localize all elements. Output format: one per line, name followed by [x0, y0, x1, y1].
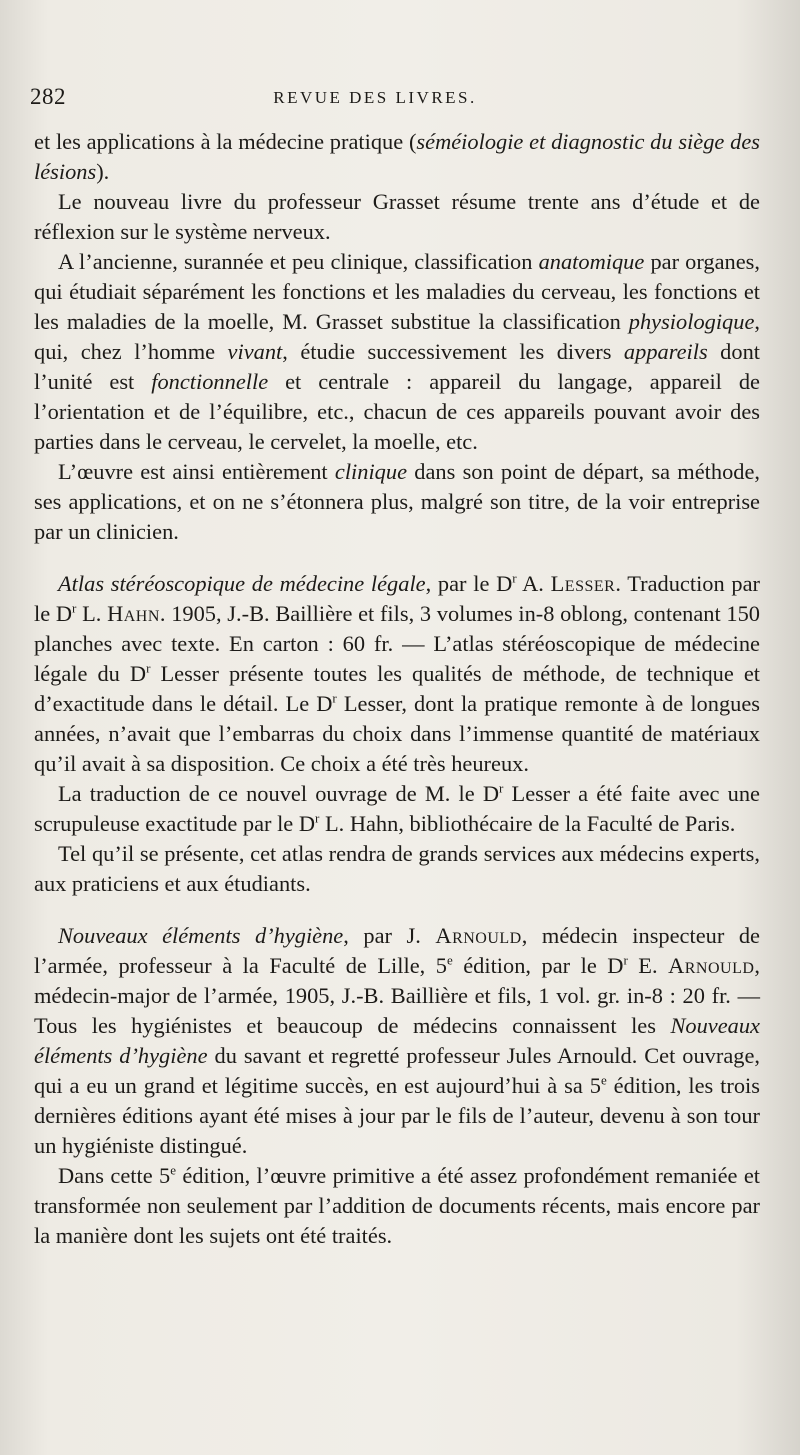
text-run: . 1905, J.-B. Baillière et fils, 3 volumes in-8 oblong, contenant 150 planches avec texte. En carton : 60 fr. — L’atlas stéréoscopique de médecine légale du D [34, 601, 760, 686]
text-run: L. [76, 601, 108, 626]
text-run: et centrale : appareil du langage, appareil de l’orientation et de l’équilibre, etc., chacun de ces appareils pouvant avoir des parties dans le cerveau, le cervelet, la moelle, etc. [34, 369, 760, 454]
text-run: r [72, 600, 77, 616]
text-run: A. [516, 571, 551, 596]
text-run: Hahn [107, 601, 160, 626]
paragraph-continuation [34, 127, 760, 187]
text-run: dont l’unité est [34, 339, 760, 394]
text-run: r [332, 690, 337, 706]
text-run: clinique [334, 459, 408, 484]
text-run: La traduction de ce nouvel ouvrage de M. le D [58, 781, 500, 806]
text-run: anatomique [538, 249, 645, 274]
text-run: A l’ancienne, surannée et peu clinique, classification [58, 249, 539, 274]
paragraph-grasset-intro [34, 187, 760, 247]
text-run: , médecin-major de l’armée, 1905, J.-B. Baillière et fils, 1 vol. gr. in-8 : 20 fr. — Tous les hygiénistes et beaucoup de médecins connaissent les [34, 953, 761, 1038]
text-run: e [600, 1072, 607, 1088]
paragraph-atlas-services [34, 839, 760, 899]
text-run: Tel qu’il se présente, cet atlas rendra de grands services aux médecins experts, aux praticiens et aux étudiants. [34, 841, 760, 896]
text-run: Arnould [668, 953, 755, 978]
text-run: , qui, chez l’homme [34, 309, 760, 364]
text-run: Arnould [435, 923, 522, 948]
text-run: r [146, 660, 151, 676]
text-run: , par le D [425, 571, 513, 596]
text-run: L. Hahn, bibliothécaire de la Faculté de Paris. [319, 811, 736, 836]
text-run: ). [96, 159, 110, 184]
text-run: vivant [227, 339, 283, 364]
text-run: Atlas stéréoscopique de médecine légale [58, 571, 426, 596]
text-run: r [499, 780, 504, 796]
text-run: . Traduction par le D [34, 571, 760, 626]
text-run: e [446, 952, 453, 968]
text-run: Lesser [550, 571, 616, 596]
page-body [34, 127, 760, 1251]
text-run: Nouveaux éléments d’hygiène [58, 923, 344, 948]
text-run: r [623, 952, 628, 968]
paragraph-atlas-translation [34, 779, 760, 839]
text-run: Lesser présente toutes les qualités de méthode, de technique et d’exactitude dans le détail. Le D [34, 661, 760, 716]
text-run: L’œuvre est ainsi entièrement [58, 459, 335, 484]
text-run: Le nouveau livre du professeur Grasset résume trente ans d’étude et de réflexion sur le système nerveux. [34, 189, 760, 244]
text-run: r [512, 570, 517, 586]
text-run: , par J. [343, 923, 436, 948]
text-run: Nouveaux éléments d’hygiène [34, 1013, 760, 1068]
paragraph-grasset-classification [34, 247, 760, 457]
text-run: et les applications à la médecine pratique ( [34, 129, 417, 154]
text-run: , médecin inspecteur de l’armée, professeur à la Faculté de Lille, 5 [34, 923, 760, 978]
text-run: fonctionnelle [151, 369, 269, 394]
text-run: séméiologie et diagnostic du siège des lésions [34, 129, 760, 184]
text-run: E. [627, 953, 669, 978]
text-run: r [315, 810, 320, 826]
text-run: Lesser a été faite avec une scrupuleuse exactitude par le D [34, 781, 760, 836]
text-run: édition, les trois dernières éditions ayant été mises à jour par le fils de l’auteur, devenu à son tour un hygiéniste distingué. [34, 1073, 760, 1158]
paragraph-grasset-clinical [34, 457, 760, 547]
text-run: Dans cette 5 [58, 1163, 171, 1188]
text-run: physiologique [628, 309, 755, 334]
text-run: e [170, 1162, 177, 1178]
review-entry-atlas [34, 569, 760, 779]
text-run: Lesser, dont la pratique remonte à de longues années, n’avait que l’embarras du choix dans l’immense quantité de matériaux qu’il avait à sa disposition. Ce choix a été très heureux. [34, 691, 760, 776]
running-title: REVUE DES LIVRES. [273, 88, 477, 107]
paragraph-hygiene-edition [34, 1161, 760, 1251]
text-run: appareils [623, 339, 708, 364]
review-entry-hygiene [34, 921, 760, 1161]
page-number: 282 [30, 84, 66, 109]
text-run: dans son point de départ, sa méthode, ses applications, et on ne s’étonnera plus, malgré son titre, de la voir entreprise par un clinicien. [34, 459, 760, 544]
text-run: , étudie successivement les divers [282, 339, 624, 364]
text-run: par organes, qui étudiait séparément les fonctions et les maladies du cerveau, les fonctions et les maladies de la moelle, M. Grasset substitue la classification [34, 249, 760, 334]
running-header [30, 84, 760, 118]
text-run: édition, l’œuvre primitive a été assez profondément remaniée et transformée non seulement par l’addition de documents récents, mais encore par la manière dont les sujets ont été traités. [34, 1163, 760, 1248]
text-run: du savant et regretté professeur Jules Arnould. Cet ouvrage, qui a eu un grand et légitime succès, en est aujourd’hui à sa 5 [34, 1043, 760, 1098]
text-run: édition, par le D [452, 953, 624, 978]
